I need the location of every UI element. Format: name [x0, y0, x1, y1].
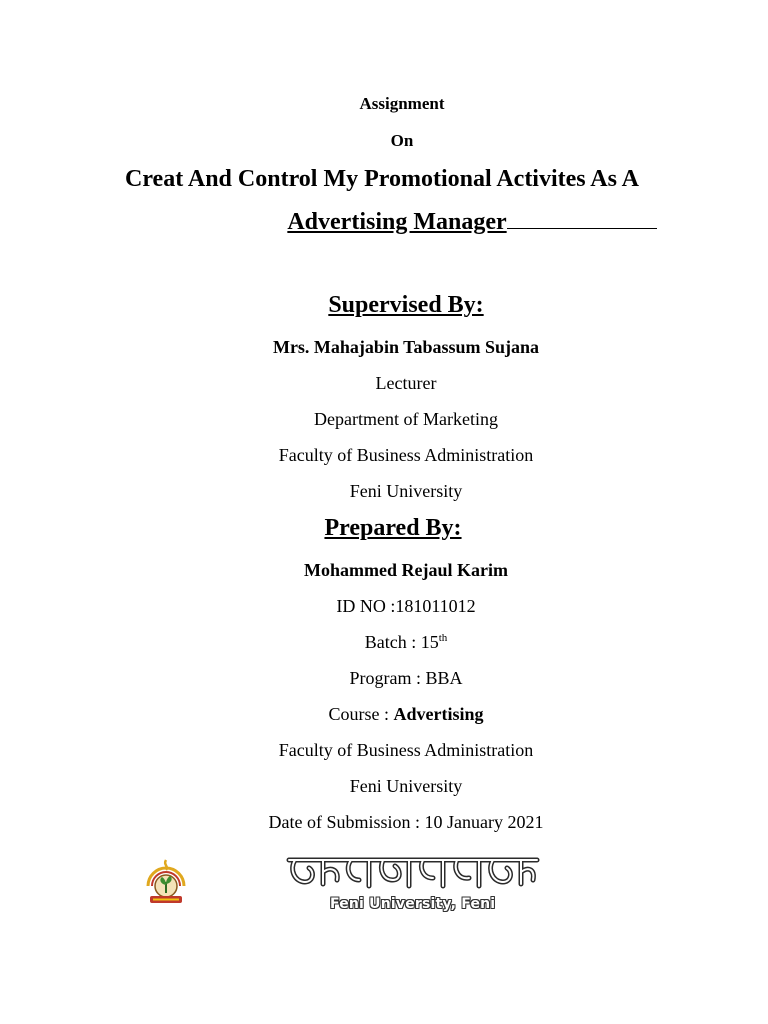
supervisor-university: Feni University — [349, 481, 463, 501]
bangla-wordmark-logo — [283, 852, 543, 894]
submission-date: Date of Submission : 10 January 2021 — [268, 812, 544, 832]
batch-ordinal-suffix: th — [438, 632, 448, 644]
title-line-2 — [88, 208, 768, 236]
batch-text: Batch : 15 — [364, 632, 439, 652]
student-program: Program : BBA — [349, 668, 463, 688]
student-id: ID NO :181011012 — [336, 596, 476, 616]
supervised-by-heading: Supervised By: — [328, 292, 484, 318]
course-value: Advertising — [393, 704, 484, 724]
title-line-2-text: Advertising Manager — [287, 209, 507, 235]
student-university: Feni University — [349, 776, 463, 796]
university-emblem-icon — [142, 858, 190, 906]
supervisor-faculty: Faculty of Business Administration — [278, 445, 534, 465]
prepared-by-heading: Prepared By: — [324, 515, 462, 541]
wordmark-english-text: Feni University, Feni — [330, 896, 496, 912]
on-label: On — [390, 131, 414, 150]
assignment-label: Assignment — [359, 94, 445, 113]
title-underline-filler — [507, 208, 657, 229]
student-name: Mohammed Rejaul Karim — [304, 560, 508, 580]
supervisor-designation: Lecturer — [375, 373, 437, 393]
student-course — [22, 704, 768, 725]
supervisor-name: Mrs. Mahajabin Tabassum Sujana — [272, 337, 540, 357]
student-faculty: Faculty of Business Administration — [278, 740, 534, 760]
course-prefix: Course : — [328, 704, 394, 724]
supervisor-department: Department of Marketing — [314, 409, 498, 429]
title-line-1: Creat And Control My Promotional Activites As A — [125, 166, 639, 192]
student-batch — [22, 632, 768, 653]
